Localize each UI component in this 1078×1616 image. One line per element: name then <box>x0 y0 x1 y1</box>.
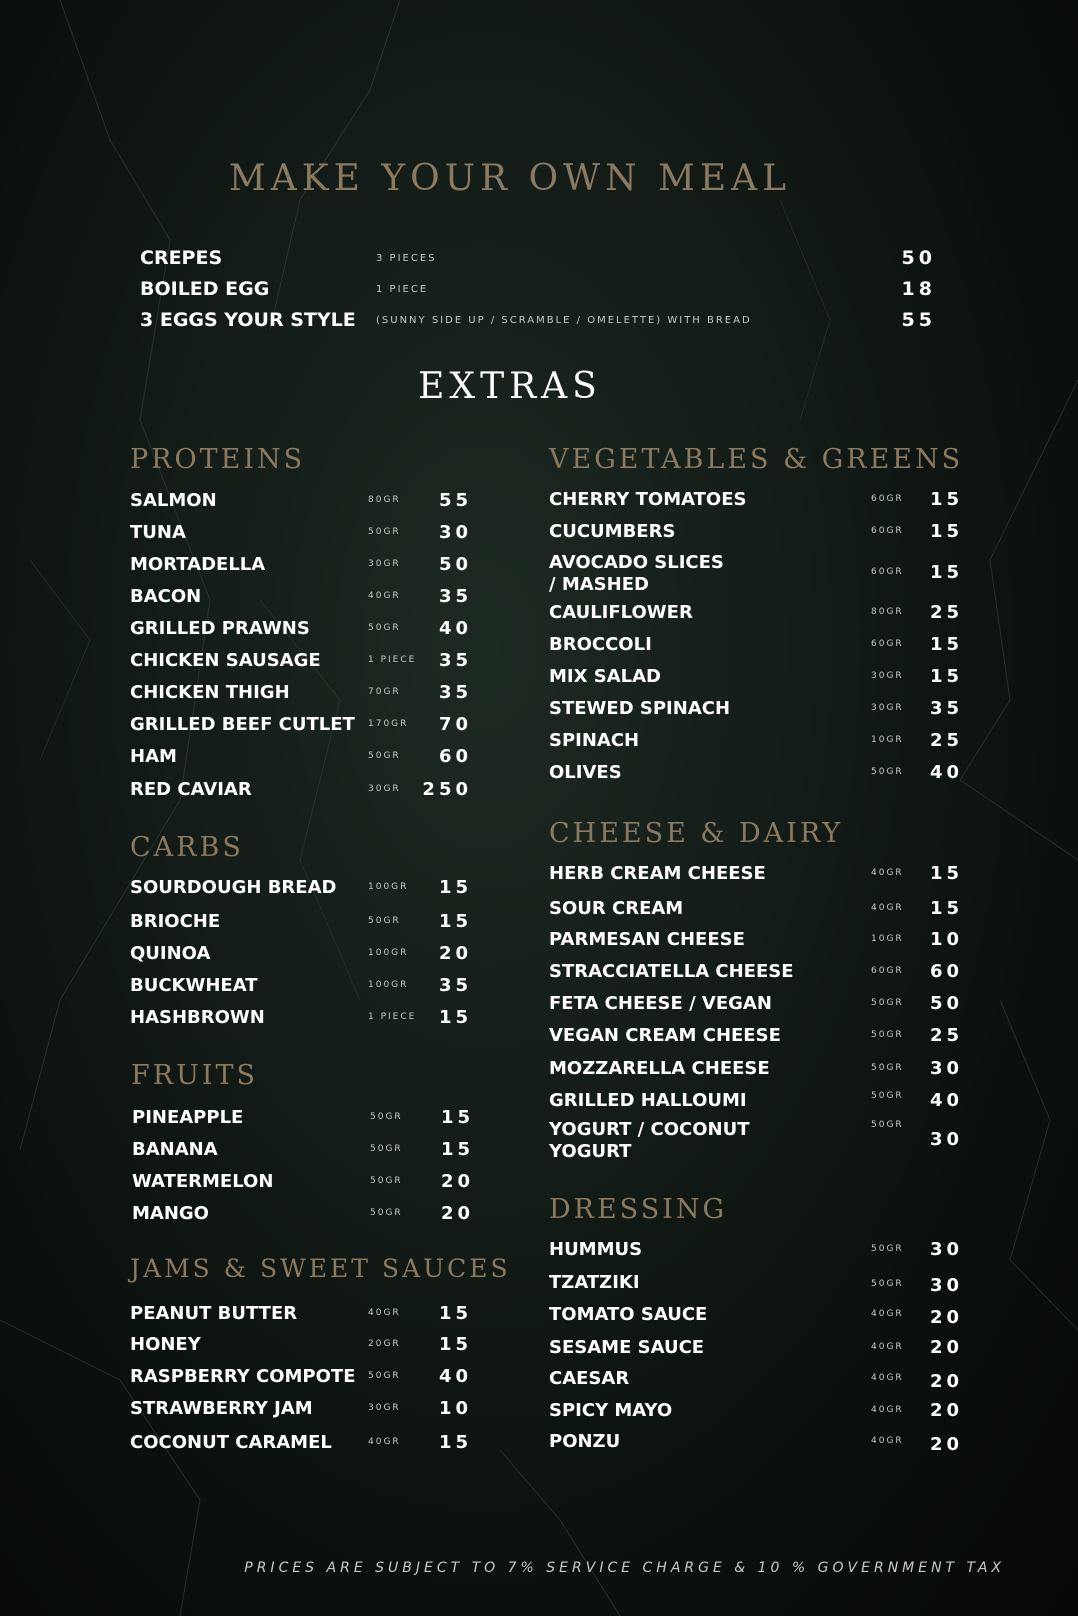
item-price: 40 <box>438 618 472 639</box>
item-price: 15 <box>438 1303 472 1324</box>
item-portion: 50GR <box>370 1176 403 1186</box>
item-price: 60 <box>929 961 963 982</box>
item-price: 15 <box>929 634 963 655</box>
item-name-line-2: / MASHED <box>549 574 649 595</box>
item-price: 20 <box>438 943 472 964</box>
item-price: 15 <box>438 877 472 898</box>
item-portion: 50GR <box>368 527 401 537</box>
item-portion: 1 PIECE <box>368 1012 417 1022</box>
item-name: 3 EGGS YOUR STYLE <box>140 309 356 331</box>
item-price: 20 <box>929 1400 963 1421</box>
item-name: SPINACH <box>549 730 640 751</box>
section-title-cheese: CHEESE & DAIRY <box>549 818 844 849</box>
item-name: SPICY MAYO <box>549 1400 673 1421</box>
item-portion: 50GR <box>871 998 904 1008</box>
item-portion: 10GR <box>871 735 904 745</box>
item-price: 35 <box>438 682 472 703</box>
item-portion: 40GR <box>871 1405 904 1415</box>
item-price: 30 <box>929 1239 963 1260</box>
item-price: 20 <box>440 1171 474 1192</box>
item-portion: 20GR <box>368 1339 401 1349</box>
item-price: 15 <box>440 1139 474 1160</box>
item-price: 50 <box>438 554 472 575</box>
item-price: 30 <box>929 1275 963 1296</box>
item-price: 30 <box>929 1129 963 1150</box>
item-price: 15 <box>438 911 472 932</box>
item-name <box>549 552 724 596</box>
item-name: TZATZIKI <box>549 1272 640 1293</box>
item-portion: 50GR <box>370 1208 403 1218</box>
item-price: 20 <box>929 1307 963 1328</box>
item-portion: 50GR <box>368 623 401 633</box>
item-price: 10 <box>929 929 963 950</box>
item-price: 20 <box>929 1371 963 1392</box>
item-name: BOILED EGG <box>140 278 270 300</box>
item-price: 40 <box>929 762 963 783</box>
item-name: QUINOA <box>130 943 211 964</box>
item-price: 250 <box>422 779 472 800</box>
item-price: 18 <box>901 278 936 300</box>
item-name: HUMMUS <box>549 1239 643 1260</box>
item-name-line-1: YOGURT / COCONUT <box>549 1119 750 1140</box>
item-name: STRACCIATELLA CHEESE <box>549 961 794 982</box>
item-price: 20 <box>929 1434 963 1455</box>
item-name: GRILLED BEEF CUTLET <box>130 714 355 735</box>
item-name: HERB CREAM CHEESE <box>549 863 766 884</box>
item-portion: 30GR <box>368 784 401 794</box>
item-price: 40 <box>929 1090 963 1111</box>
meal-item <box>140 278 936 308</box>
item-portion: 40GR <box>368 1437 401 1447</box>
item-portion: 100GR <box>368 980 409 990</box>
item-price: 15 <box>438 1432 472 1453</box>
item-portion: 30GR <box>368 559 401 569</box>
item-name: HASHBROWN <box>130 1007 265 1028</box>
item-name: SOURDOUGH BREAD <box>130 877 337 898</box>
item-portion: 40GR <box>871 903 904 913</box>
item-portion: 40GR <box>368 591 401 601</box>
item-price: 15 <box>438 1334 472 1355</box>
item-name: PINEAPPLE <box>132 1107 244 1128</box>
item-portion: 60GR <box>871 639 904 649</box>
item-portion: 30GR <box>368 1403 401 1413</box>
item-name: MOZZARELLA CHEESE <box>549 1058 770 1079</box>
item-portion: 40GR <box>368 1308 401 1318</box>
item-portion: 50GR <box>871 1063 904 1073</box>
item-name: MIX SALAD <box>549 666 661 687</box>
item-name: HONEY <box>130 1334 201 1355</box>
item-name: CREPES <box>140 247 223 269</box>
item-name: WATERMELON <box>132 1171 274 1192</box>
item-name: GRILLED PRAWNS <box>130 618 310 639</box>
item-name: BANANA <box>132 1139 218 1160</box>
item-price: 15 <box>929 521 963 542</box>
item-name: CHICKEN SAUSAGE <box>130 650 321 671</box>
item-name: OLIVES <box>549 762 622 783</box>
item-price: 55 <box>901 309 936 331</box>
section-title-fruits: FRUITS <box>131 1060 258 1091</box>
item-name: COCONUT CARAMEL <box>130 1432 332 1453</box>
page-title: MAKE YOUR OWN MEAL <box>228 158 792 199</box>
item-name: CHERRY TOMATOES <box>549 489 747 510</box>
item-name: CAESAR <box>549 1368 630 1389</box>
item-portion: 50GR <box>368 1371 401 1381</box>
item-name: PARMESAN CHEESE <box>549 929 745 950</box>
item-portion: 60GR <box>871 526 904 536</box>
item-portion: 60GR <box>871 966 904 976</box>
item-price: 25 <box>929 1025 963 1046</box>
item-price: 50 <box>901 247 936 269</box>
item-portion: 1 PIECE <box>376 284 429 295</box>
item-price: 15 <box>440 1107 474 1128</box>
item-price: 15 <box>929 863 963 884</box>
item-portion: (SUNNY SIDE UP / SCRAMBLE / OMELETTE) WITH BREAD <box>376 315 752 326</box>
section-title-vegetables: VEGETABLES & GREENS <box>549 444 964 475</box>
item-name: TUNA <box>130 522 186 543</box>
item-name: STRAWBERRY JAM <box>130 1398 313 1419</box>
item-name: CAULIFLOWER <box>549 602 693 623</box>
item-portion: 3 PIECES <box>376 253 437 264</box>
item-price: 20 <box>440 1203 474 1224</box>
item-portion: 50GR <box>368 916 401 926</box>
item-portion: 30GR <box>871 671 904 681</box>
item-portion: 40GR <box>871 1309 904 1319</box>
item-name: BROCCOLI <box>549 634 652 655</box>
item-name: MANGO <box>132 1203 209 1224</box>
item-name: CHICKEN THIGH <box>130 682 290 703</box>
item-price: 20 <box>929 1337 963 1358</box>
item-price: 40 <box>438 1366 472 1387</box>
item-portion: 50GR <box>871 1091 904 1101</box>
item-price: 35 <box>438 975 472 996</box>
menu-item <box>549 1119 963 1165</box>
item-portion: 50GR <box>871 1030 904 1040</box>
item-price: 15 <box>929 489 963 510</box>
item-price: 55 <box>438 490 472 511</box>
item-portion: 40GR <box>871 868 904 878</box>
item-portion: 50GR <box>368 751 401 761</box>
item-portion: 80GR <box>368 495 401 505</box>
item-name: PEANUT BUTTER <box>130 1303 298 1324</box>
item-portion: 80GR <box>871 607 904 617</box>
extras-title: EXTRAS <box>418 366 602 407</box>
section-title-proteins: PROTEINS <box>130 444 306 475</box>
item-portion: 50GR <box>871 1279 904 1289</box>
item-price: 15 <box>929 562 963 583</box>
item-name-line-1: AVOCADO SLICES <box>549 552 724 573</box>
item-price: 25 <box>929 602 963 623</box>
item-portion: 40GR <box>871 1436 904 1446</box>
item-portion: 40GR <box>871 1373 904 1383</box>
item-name <box>549 1119 750 1163</box>
footer-note: PRICES ARE SUBJECT TO 7% SERVICE CHARGE & 10 % GOVERNMENT TAX <box>244 1560 1005 1576</box>
item-name: PONZU <box>549 1431 621 1452</box>
item-portion: 1 PIECE <box>368 655 417 665</box>
item-price: 60 <box>438 746 472 767</box>
item-price: 35 <box>438 586 472 607</box>
section-title-jams: JAMS & SWEET SAUCES <box>130 1254 511 1283</box>
item-portion: 40GR <box>871 1342 904 1352</box>
meal-item <box>140 247 936 277</box>
item-portion: 70GR <box>368 687 401 697</box>
item-price: 15 <box>438 1007 472 1028</box>
meal-item <box>140 309 936 339</box>
item-portion: 100GR <box>368 882 409 892</box>
item-portion: 100GR <box>368 948 409 958</box>
item-name: BACON <box>130 586 202 607</box>
item-portion: 30GR <box>871 703 904 713</box>
item-portion: 60GR <box>871 494 904 504</box>
item-price: 30 <box>438 522 472 543</box>
item-name: BRIOCHE <box>130 911 221 932</box>
menu-item <box>549 552 963 596</box>
item-name: FETA CHEESE / VEGAN <box>549 993 772 1014</box>
item-portion: 10GR <box>871 934 904 944</box>
item-name: VEGAN CREAM CHEESE <box>549 1025 781 1046</box>
item-name: SALMON <box>130 490 217 511</box>
item-portion: 50GR <box>370 1144 403 1154</box>
item-name: GRILLED HALLOUMI <box>549 1090 747 1111</box>
item-portion: 50GR <box>871 1120 904 1130</box>
item-name: CUCUMBERS <box>549 521 676 542</box>
item-name-line-2: YOGURT <box>549 1141 632 1162</box>
item-name: TOMATO SAUCE <box>549 1304 708 1325</box>
item-name: STEWED SPINACH <box>549 698 731 719</box>
item-price: 35 <box>438 650 472 671</box>
item-portion: 50GR <box>871 767 904 777</box>
item-name: MORTADELLA <box>130 554 266 575</box>
item-name: HAM <box>130 746 177 767</box>
section-title-dressing: DRESSING <box>549 1194 728 1225</box>
item-portion: 50GR <box>370 1112 403 1122</box>
item-portion: 60GR <box>871 567 904 577</box>
section-title-carbs: CARBS <box>130 832 244 863</box>
item-price: 15 <box>929 666 963 687</box>
item-portion: 50GR <box>871 1244 904 1254</box>
item-price: 25 <box>929 730 963 751</box>
item-price: 70 <box>438 714 472 735</box>
item-portion: 170GR <box>368 719 409 729</box>
item-name: RASPBERRY COMPOTE <box>130 1366 356 1387</box>
item-price: 50 <box>929 993 963 1014</box>
item-price: 35 <box>929 698 963 719</box>
item-name: BUCKWHEAT <box>130 975 258 996</box>
item-price: 10 <box>438 1398 472 1419</box>
item-price: 15 <box>929 898 963 919</box>
item-name: RED CAVIAR <box>130 779 252 800</box>
item-name: SESAME SAUCE <box>549 1337 705 1358</box>
item-name: SOUR CREAM <box>549 898 684 919</box>
item-price: 30 <box>929 1058 963 1079</box>
